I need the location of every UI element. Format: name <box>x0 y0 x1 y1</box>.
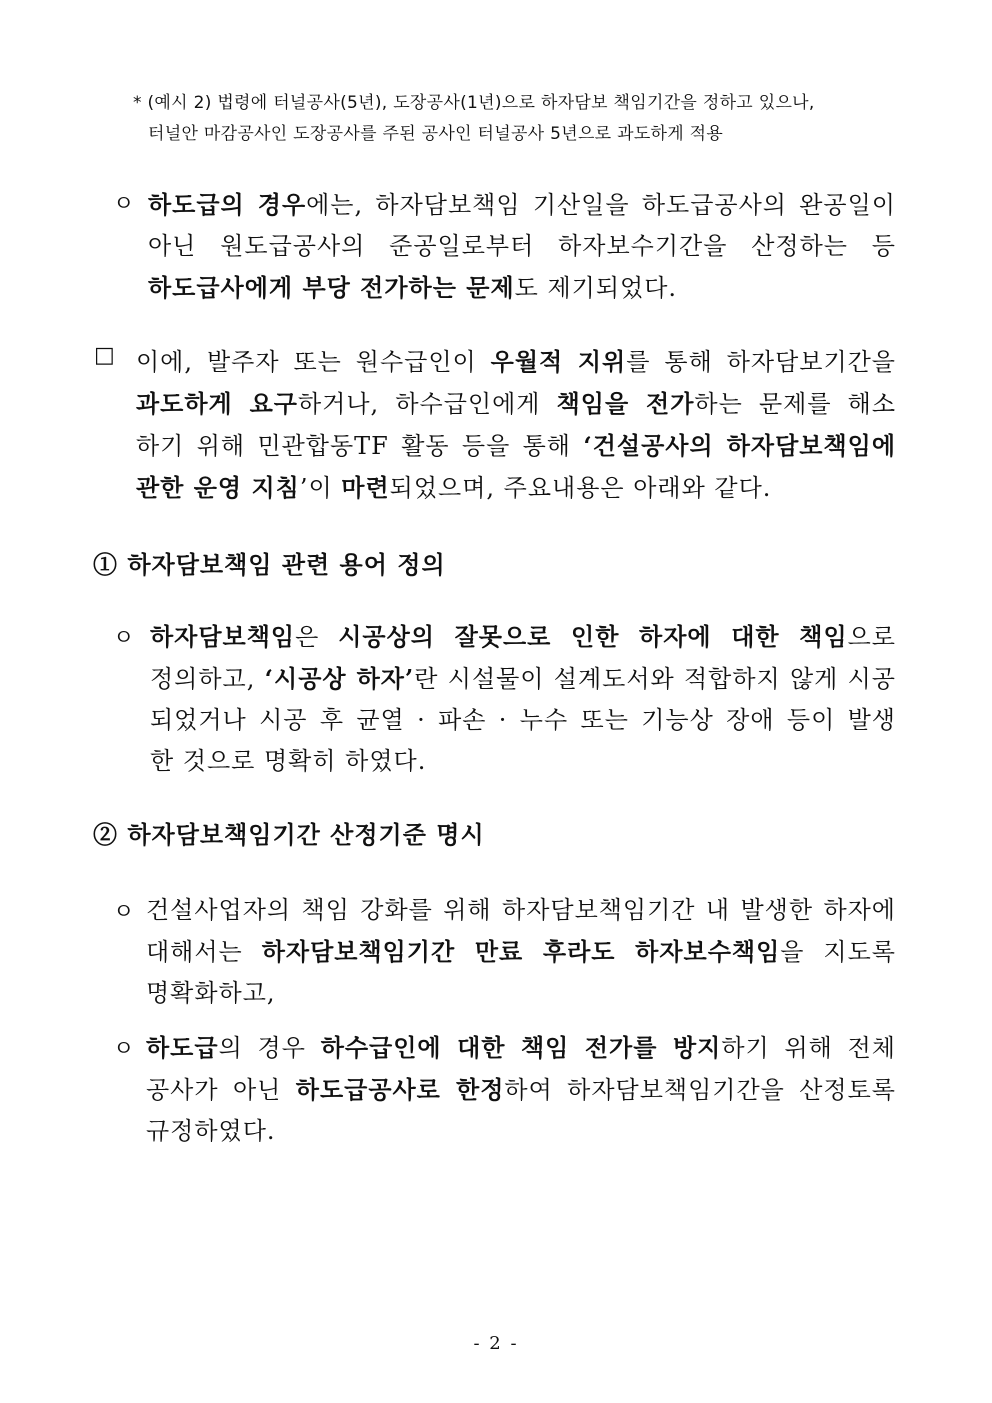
paragraph-subcontract-limit <box>146 1027 896 1152</box>
bold-text: 하도급 <box>146 1033 219 1062</box>
bold-text: 하도급사에게 부당 전가하는 문제 <box>148 273 515 302</box>
circle-bullet: ㅇ <box>113 192 135 217</box>
bold-text: 하도급의 경우 <box>148 190 307 219</box>
bold-text: ‘시공상 하자’ <box>264 664 415 693</box>
text: 하기 위해 민관합동TF 활동 등을 통해 <box>136 432 584 460</box>
paragraph-responsibility <box>146 890 896 1014</box>
bold-text: 과도하게 요구 <box>136 389 298 418</box>
text-line <box>146 1111 896 1152</box>
example-footnote <box>133 88 903 150</box>
text-line <box>146 1069 896 1111</box>
footnote-line: 터널안 마감공사인 도장공사를 주된 공사인 터널공사 5년으로 과도하게 적용 <box>148 124 724 144</box>
text: 공사가 아닌 <box>146 1076 296 1104</box>
text-line <box>148 226 896 267</box>
text-line <box>136 467 896 509</box>
text: 란 시설물이 설계도서와 적합하지 않게 시공 <box>414 665 896 693</box>
page-number: - 2 - <box>473 1333 519 1354</box>
bold-text: 마련 <box>341 473 390 502</box>
text-line <box>148 184 896 226</box>
text-line <box>150 616 896 658</box>
text: 아닌 원도급공사의 준공일로부터 하자보수기간을 산정하는 등 <box>148 232 896 260</box>
text: 규정하였다. <box>146 1117 276 1145</box>
text: 으로 <box>847 623 896 651</box>
section-heading: ① 하자담보책임 관련 용어 정의 <box>93 550 446 579</box>
bold-text: 관한 운영 지침 <box>136 473 300 502</box>
bold-text: 하도급공사로 한정 <box>295 1075 505 1104</box>
text-line <box>136 341 896 383</box>
paragraph-definition <box>150 616 896 782</box>
section-heading: ② 하자담보책임기간 산정기준 명시 <box>93 820 485 849</box>
text-line <box>150 658 896 700</box>
paragraph-guideline-intro <box>136 341 896 509</box>
bold-text: 책임을 전가 <box>556 389 695 418</box>
text: 하거나, 하수급인에게 <box>298 390 557 418</box>
text: 하기 위해 전체 <box>721 1034 896 1062</box>
square-bullet: □ <box>94 343 115 368</box>
circle-bullet: ㅇ <box>113 626 135 651</box>
footnote-line: * (예시 2) 법령에 터널공사(5년), 도장공사(1년)으로 하자담보 책임기간을 정하고 있으나, <box>133 93 815 113</box>
bold-text: 하자담보책임기간 만료 후라도 하자보수책임 <box>261 937 781 966</box>
text: 하는 문제를 해소 <box>694 390 897 418</box>
paragraph-subcontract-issue <box>148 184 896 309</box>
text: 을 지도록 <box>780 938 896 966</box>
bold-text: 하자담보책임 <box>150 622 296 651</box>
text: 명확화하고, <box>146 979 276 1007</box>
text-line <box>136 383 896 425</box>
text: 에는, 하자담보책임 기산일을 하도급공사의 완공일이 <box>306 191 896 219</box>
text-line <box>146 1027 896 1069</box>
text-line <box>146 890 896 931</box>
text: 은 <box>295 623 339 651</box>
bold-text: 하수급인에 대한 책임 전가를 방지 <box>320 1033 722 1062</box>
text: 되었으며, 주요내용은 아래와 같다. <box>389 474 772 502</box>
bold-text: 시공상의 잘못으로 인한 하자에 대한 책임 <box>338 622 848 651</box>
circle-bullet: ㅇ <box>113 900 135 925</box>
text: 건설사업자의 책임 강화를 위해 하자담보책임기간 내 발생한 하자에 <box>146 896 896 924</box>
text-line <box>146 973 896 1014</box>
text-line <box>146 931 896 973</box>
text: 되었거나 시공 후 균열 · 파손 · 누수 또는 기능상 장애 등이 발생 <box>150 706 896 734</box>
text: 도 제기되었다. <box>514 274 678 302</box>
text-line <box>150 741 896 782</box>
text: 를 통해 하자담보기간을 <box>626 348 896 376</box>
text: ’이 <box>299 474 342 502</box>
bold-text: ‘건설공사의 하자담보책임에 <box>583 431 897 460</box>
text-line <box>150 700 896 741</box>
text-line <box>148 267 896 309</box>
text: 의 경우 <box>218 1034 321 1062</box>
bold-text: 우월적 지위 <box>490 347 627 376</box>
text-line <box>136 425 896 467</box>
text: 이에, 발주자 또는 원수급인이 <box>136 348 491 376</box>
text: 대해서는 <box>146 938 262 966</box>
circle-bullet: ㅇ <box>113 1037 135 1062</box>
text: 정의하고, <box>150 665 265 693</box>
text: 하여 하자담보책임기간을 산정토록 <box>504 1076 896 1104</box>
text: 한 것으로 명확히 하였다. <box>150 747 427 775</box>
